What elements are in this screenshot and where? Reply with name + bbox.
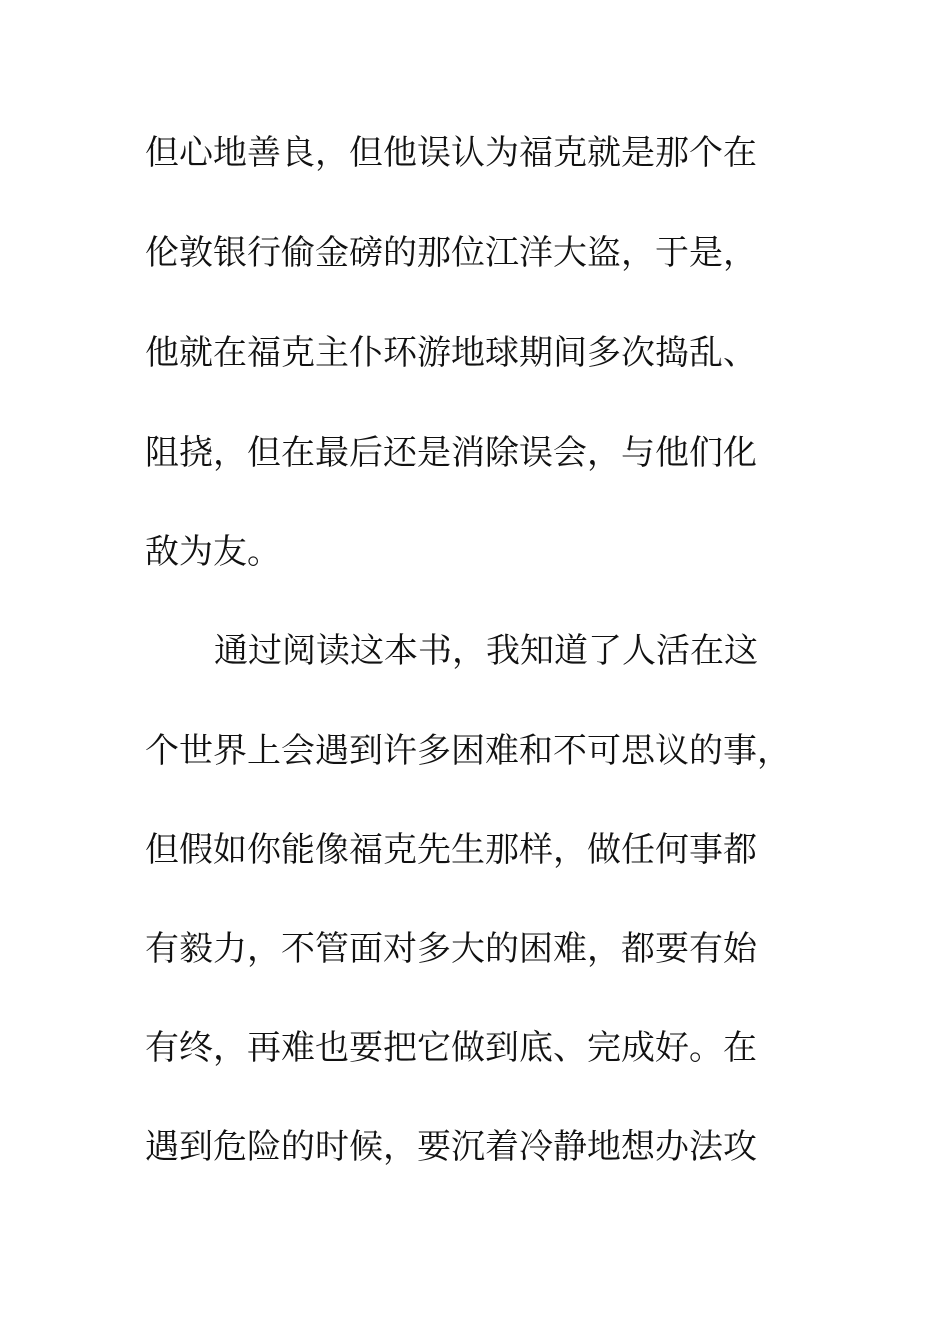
text-line: 有毅力，不管面对多大的困难，都要有始 [145,929,757,969]
text-line: 个世界上会遇到许多困难和不可思议的事， [145,731,791,771]
text-line: 敌为友。 [145,532,281,572]
text-line: 但心地善良，但他误认为福克就是那个在 [145,133,757,173]
text-line: 伦敦银行偷金磅的那位江洋大盗，于是， [145,233,757,273]
text-line: 有终，再难也要把它做到底、完成好。在 [145,1028,757,1068]
text-line: 遇到危险的时候，要沉着冷静地想办法攻 [145,1127,757,1167]
text-line-paragraph-start: 通过阅读这本书，我知道了人活在这 [214,631,758,671]
text-line: 他就在福克主仆环游地球期间多次捣乱、 [145,333,757,373]
text-line: 但假如你能像福克先生那样，做任何事都 [145,830,757,870]
text-line: 阻挠，但在最后还是消除误会，与他们化 [145,433,757,473]
